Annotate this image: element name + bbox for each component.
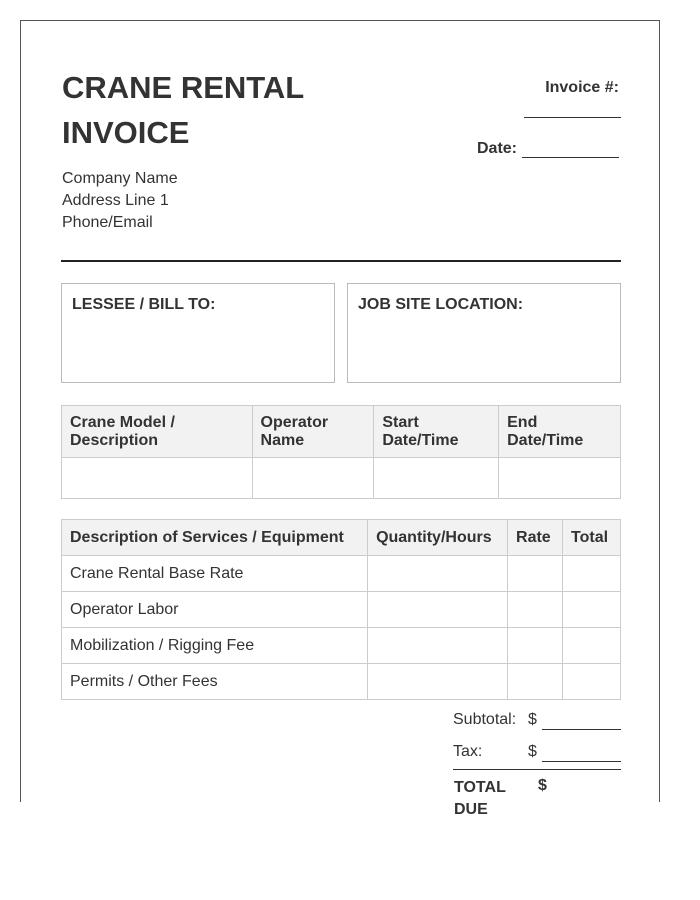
table-cell[interactable] (62, 458, 253, 499)
total-cell[interactable] (563, 628, 621, 664)
header-divider (61, 260, 621, 262)
invoice-number-field[interactable] (524, 117, 621, 118)
table-row (62, 458, 621, 499)
table-row (62, 664, 621, 700)
table-row (62, 556, 621, 592)
subtotal-label: Subtotal: (453, 711, 517, 728)
invoice-sheet (20, 20, 660, 818)
bill-to-box[interactable] (61, 283, 335, 383)
total-due-label: TOTAL DUE (454, 779, 506, 818)
title-line-1: CRANE RENTAL (62, 70, 305, 105)
service-description: Crane Rental Base Rate (62, 556, 368, 592)
title-line-2: INVOICE (62, 115, 190, 150)
currency-symbol: $ (528, 743, 537, 760)
column-header: Quantity/Hours (368, 520, 508, 556)
column-header: Rate (508, 520, 563, 556)
service-description: Operator Labor (62, 592, 368, 628)
column-header: End Date/Time (499, 406, 621, 458)
table-cell[interactable] (252, 458, 374, 499)
crane-table (61, 405, 621, 499)
table-row (62, 592, 621, 628)
rate-cell[interactable] (508, 592, 563, 628)
company-address: Address Line 1 (62, 192, 169, 209)
table-cell[interactable] (499, 458, 621, 499)
services-table-header (62, 520, 621, 556)
subtotal-row (453, 711, 621, 743)
column-header: Start Date/Time (374, 406, 499, 458)
rate-cell[interactable] (508, 664, 563, 700)
rate-cell[interactable] (508, 628, 563, 664)
date-label: Date: (476, 140, 517, 157)
tax-field[interactable] (542, 761, 621, 762)
bill-to-label: LESSEE / BILL TO: (72, 296, 216, 313)
subtotal-field[interactable] (542, 729, 621, 730)
table-cell[interactable] (374, 458, 499, 499)
column-header: Total (563, 520, 621, 556)
quantity-cell[interactable] (368, 592, 508, 628)
service-description: Mobilization / Rigging Fee (62, 628, 368, 664)
crane-table-header (62, 406, 621, 458)
quantity-cell[interactable] (368, 664, 508, 700)
date-row (477, 140, 619, 158)
quantity-cell[interactable] (368, 628, 508, 664)
column-header: Operator Name (252, 406, 374, 458)
date-field[interactable] (522, 141, 619, 158)
total-cell[interactable] (563, 592, 621, 628)
company-name: Company Name (62, 170, 178, 187)
job-site-label: JOB SITE LOCATION: (358, 296, 524, 313)
total-cell[interactable] (563, 664, 621, 700)
job-site-box[interactable] (347, 283, 621, 383)
total-cell[interactable] (563, 556, 621, 592)
services-table (61, 519, 621, 700)
company-contact: Phone/Email (62, 214, 153, 231)
invoice-title (62, 65, 304, 155)
column-header: Crane Model / Description (62, 406, 253, 458)
total-divider (453, 769, 621, 770)
company-info (62, 168, 178, 234)
tax-label: Tax: (453, 743, 483, 760)
column-header: Description of Services / Equipment (62, 520, 368, 556)
rate-cell[interactable] (508, 556, 563, 592)
currency-symbol: $ (528, 711, 537, 728)
totals-block (453, 711, 621, 818)
service-description: Permits / Other Fees (62, 664, 368, 700)
table-row (62, 628, 621, 664)
invoice-number-label: Invoice #: (545, 79, 619, 96)
tax-row (453, 743, 621, 775)
currency-symbol: $ (538, 777, 547, 794)
quantity-cell[interactable] (368, 556, 508, 592)
